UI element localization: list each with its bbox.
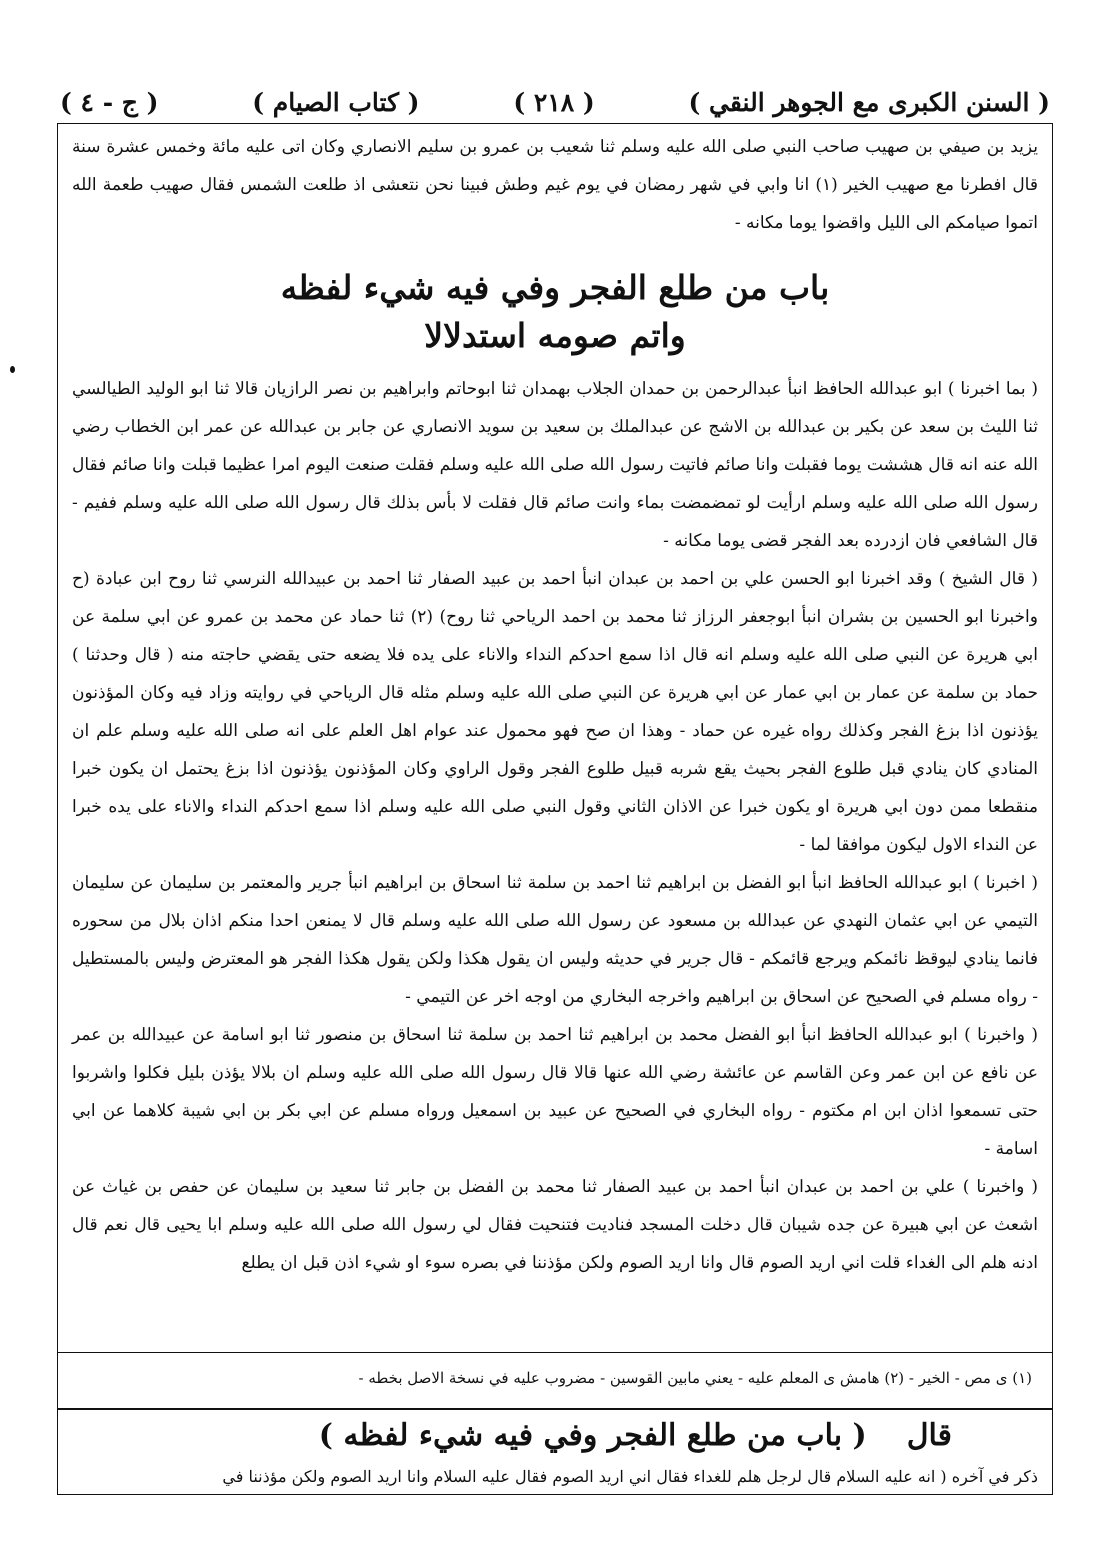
chapter-title-line-1: باب من طلع الفجر وفي فيه شيء لفظه	[280, 268, 830, 307]
paragraph-4: ( واخبرنا ) ابو عبدالله الحافظ انبأ ابو الفضل محمد بن ابراهيم ثنا احمد بن سلمة ثنا اسحاق بن منصور ثنا ابو اسامة عن عبيدالله بن عمر عن نافع عن ابن عمر وعن القاسم عن عائشة رضي الله عنها قالا قال رسول الله صلى الله عليه وسلم ان بلالا يؤذن بليل فكلوا واشربوا حتى تسمعوا اذان ابن ام مكتوم - رواه البخاري في الصحيح عن عبيد بن اسمعيل ورواه مسلم عن ابي بكر بن ابي شيبة كلاهما عن ابي اسامة -	[72, 1025, 1038, 1159]
commentary-heading	[58, 1418, 1052, 1453]
paragraph-1: ( بما اخبرنا ) ابو عبدالله الحافظ انبأ عبدالرحمن بن حمدان الجلاب بهمدان ثنا ابوحاتم وابراهيم بن نصر الرازيان قالا ثنا ابو الوليد الطيالسي ثنا الليث بن سعد عن بكير بن عبدالله بن الاشج عن عبدالملك بن سعيد بن سويد الانصاري عن جابر بن عبدالله عن عمر ابن الخطاب رضي الله عنه انه قال هششت يوما فقبلت وانا صائم فاتيت رسول الله صلى الله عليه وسلم فقلت صنعت اليوم امرا عظيما قبلت وانا صائم فقال رسول الله صلى الله عليه وسلم ارأيت لو تمضمضت بماء وانت صائم قال فقلت لا بأس بذلك قال رسول الله صلى الله عليه وسلم ففيم - قال الشافعي فان ازدرده بعد الفجر قضى يوما مكانه -	[72, 379, 1038, 551]
chapter-title	[58, 264, 1052, 360]
paragraph-5: ( واخبرنا ) علي بن احمد بن عبدان انبأ احمد بن عبيد الصفار ثنا محمد بن الفضل بن جابر ثنا سعيد بن سليمان عن حفص بن غياث عن اشعث عن ابي هبيرة عن جده شيبان قال دخلت المسجد فناديت فتنحيت فقال لي رسول الله صلى الله عليه وسلم ابا يحيى قال نعم قال ادنه هلم الى الغداء قلت اني اريد الصوم قال وانا اريد الصوم ولكن مؤذننا في بصره سوء او شيء اذن قبل ان يطلع	[72, 1177, 1038, 1273]
paragraph-3: ( اخبرنا ) ابو عبدالله الحافظ انبأ ابو الفضل بن ابراهيم ثنا احمد بن سلمة ثنا اسحاق بن ابراهيم انبأ جرير والمعتمر بن سليمان عن سليمان التيمي عن ابي عثمان النهدي عن عبدالله بن مسعود عن رسول الله صلى الله عليه وسلم قال لا يمنعن احدا منكم اذان بلال من سحوره فانما ينادي ليوقظ نائمكم ويرجع قائمكم - قال جرير في حديثه وليس ان يقول هكذا ولكن يقول هكذا الفجر هو المعترض وليس بالمستطيل - رواه مسلم في الصحيح عن اسحاق بن ابراهيم واخرجه البخاري من اوجه اخر عن التيمي -	[72, 873, 1038, 1007]
margin-mark	[10, 366, 15, 373]
commentary-divider	[58, 1408, 1052, 1410]
paragraph-2: ( قال الشيخ ) وقد اخبرنا ابو الحسن علي بن احمد بن عبدان انبأ احمد بن عبيد الصفار ثنا احمد بن عبيدالله النرسي ثنا روح ابن عبادة (ح واخبرنا ابو الحسين بن بشران انبأ ابوجعفر الرزاز ثنا محمد بن احمد الرياحي ثنا روح) (٢) ثنا حماد عن محمد بن عمرو عن ابي سلمة عن ابي هريرة عن النبي صلى الله عليه وسلم انه قال اذا سمع احدكم النداء والاناء على يده فلا يضعه حتى يقضي حاجته منه ( قال وحدثنا ) حماد بن سلمة عن عمار بن ابي عمار عن ابي هريرة عن النبي صلى الله عليه وسلم مثله قال الرياحي في روايته وزاد فيه وكان المؤذنون يؤذنون اذا بزغ الفجر وكذلك رواه غيره عن حماد - وهذا ان صح فهو محمول عند عوام اهل العلم على انه صلى الله عليه وسلم علم ان المنادي كان ينادي قبل طلوع الفجر بحيث يقع شربه قبيل طلوع الفجر وقول الراوي وكان المؤذنون يؤذنون اذا بزغ يحتمل ان يكون خبرا منقطعا ممن دون ابي هريرة او يكون خبرا عن الاذان الثاني وقول النبي صلى الله عليه وسلم اذا سمع احدكم النداء والاناء على يده خبرا عن النداء الاول ليكون موافقا لما -	[72, 569, 1038, 855]
book-title: ( السنن الكبرى مع الجوهر النقي )	[688, 87, 1050, 117]
intro-paragraph	[72, 128, 1038, 242]
chapter-title-line-2: واتم صومه استدلالا	[424, 316, 686, 355]
page-frame	[57, 123, 1053, 1495]
commentary-line: ذكر في آخره ( انه عليه السلام قال لرجل هلم للغداء فقال اني اريد الصوم فقال عليه السلام وانا اريد الصوم ولكن مؤذننا في	[222, 1467, 1038, 1486]
commentary-title: ( باب من طلع الفجر وفي فيه شيء لفظه )	[318, 1418, 867, 1453]
footnote-text: (١) ى مص - الخير - (٢) هامش ى المعلم عليه - يعني مابين القوسين - مضروب عليه في نسخة الاصل بخطه -	[358, 1369, 1032, 1387]
intro-text: يزيد بن صيفي بن صهيب صاحب النبي صلى الله عليه وسلم ثنا شعيب بن عمرو بن سليم الانصاري وكان اتى عليه مائة وخمس عشرة سنة قال افطرنا مع صهيب الخير (١) انا وابي في شهر رمضان في يوم غيم وطش فبينا نحن نتعشى اذ طلعت الشمس فقال صهيب طعمة الله اتموا صيامكم الى الليل واقضوا يوما مكانه -	[72, 137, 1038, 233]
commentary-text	[72, 1462, 1038, 1492]
volume-number: ( ج - ٤ )	[60, 87, 159, 117]
footnotes	[78, 1364, 1032, 1392]
main-text	[72, 370, 1038, 1282]
section-title: ( كتاب الصيام )	[252, 87, 420, 117]
running-header	[60, 84, 1050, 120]
commentary-qala: قال	[906, 1418, 952, 1453]
footnote-divider	[58, 1352, 1052, 1353]
page-number: ( ٢١٨ )	[513, 87, 595, 117]
